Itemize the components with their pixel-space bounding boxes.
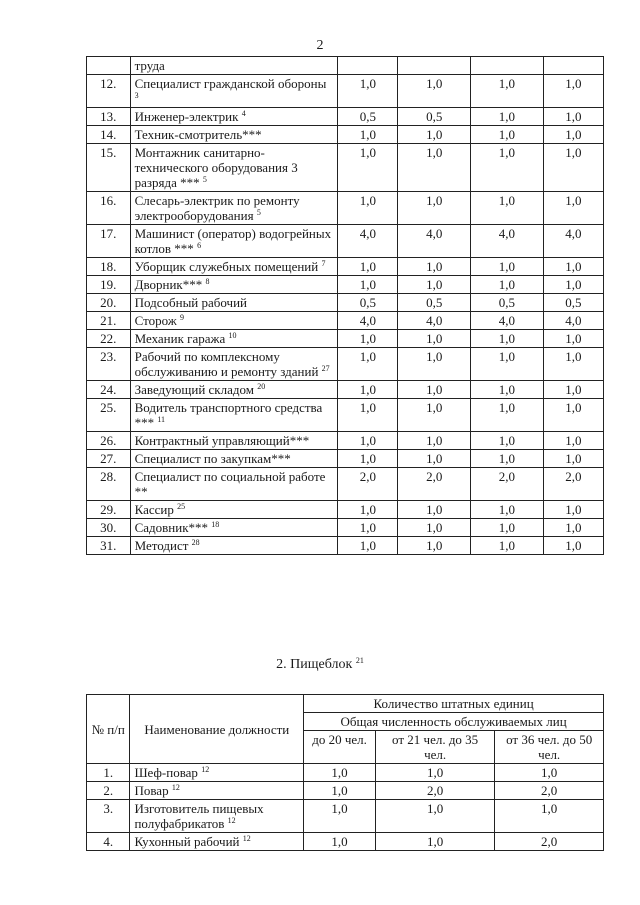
- unit-value: 0,5: [398, 294, 471, 312]
- position-name: [130, 782, 304, 800]
- unit-value: 1,0: [471, 399, 544, 432]
- unit-value: 1,0: [543, 276, 603, 294]
- row-num: 24.: [87, 381, 131, 399]
- position-name: [130, 294, 338, 312]
- unit-value: 2,0: [398, 468, 471, 501]
- page-number: 2: [316, 38, 324, 53]
- unit-value: 1,0: [338, 432, 398, 450]
- row-num: 2.: [87, 782, 130, 800]
- unit-value: 1,0: [398, 519, 471, 537]
- unit-value: 1,0: [495, 800, 604, 833]
- unit-value: 4,0: [471, 225, 544, 258]
- unit-value: 1,0: [471, 75, 544, 108]
- position-name: [130, 381, 338, 399]
- staff-table-general: [86, 56, 604, 555]
- unit-value: 1,0: [338, 348, 398, 381]
- section-title-text: 2. Пищеблок: [276, 657, 353, 672]
- position-name: [130, 144, 338, 192]
- unit-value: [543, 57, 603, 75]
- row-num: 14.: [87, 126, 131, 144]
- position-name-text: Шеф-повар: [134, 765, 198, 780]
- unit-value: 1,0: [471, 501, 544, 519]
- position-name: [130, 108, 338, 126]
- position-name: [130, 519, 338, 537]
- unit-value: 2,0: [495, 782, 604, 800]
- unit-value: 1,0: [543, 399, 603, 432]
- unit-value: 1,0: [398, 276, 471, 294]
- unit-value: 1,0: [398, 75, 471, 108]
- unit-value: 1,0: [543, 519, 603, 537]
- unit-value: 1,0: [398, 258, 471, 276]
- position-name: [130, 57, 338, 75]
- unit-value: 1,0: [471, 450, 544, 468]
- footnote-ref: 12: [242, 834, 251, 843]
- footnote-ref: 10: [228, 331, 237, 340]
- position-name: [130, 312, 338, 330]
- unit-value: 1,0: [338, 75, 398, 108]
- row-num: 20.: [87, 294, 131, 312]
- staff-table-kitchen: [86, 694, 604, 851]
- footnote-ref: 9: [180, 313, 185, 322]
- section-title: [0, 657, 640, 672]
- row-num: 30.: [87, 519, 131, 537]
- unit-value: 1,0: [471, 432, 544, 450]
- unit-value: 1,0: [338, 450, 398, 468]
- unit-value: 1,0: [471, 126, 544, 144]
- position-name: [130, 800, 304, 833]
- table-row: [87, 800, 604, 833]
- unit-value: 1,0: [398, 348, 471, 381]
- unit-value: 1,0: [495, 764, 604, 782]
- header-num: № п/п: [87, 695, 130, 764]
- row-num: 18.: [87, 258, 131, 276]
- unit-value: 1,0: [338, 276, 398, 294]
- table-row: [87, 294, 604, 312]
- unit-value: 1,0: [398, 144, 471, 192]
- unit-value: 2,0: [495, 833, 604, 851]
- row-num: 22.: [87, 330, 131, 348]
- unit-value: [338, 57, 398, 75]
- position-name: [130, 348, 338, 381]
- position-name: [130, 225, 338, 258]
- unit-value: 1,0: [398, 330, 471, 348]
- position-name-text: Кассир: [134, 502, 174, 517]
- position-name-text: Слесарь-электрик по ремонту электрооборудования: [134, 193, 300, 223]
- position-name-text: Заведующий складом: [134, 382, 254, 397]
- position-name-text: Техник-смотритель***: [134, 127, 262, 142]
- header-col-1: до 20 чел.: [304, 731, 376, 764]
- position-name: [130, 450, 338, 468]
- footnote-ref: 20: [257, 382, 266, 391]
- unit-value: 1,0: [338, 537, 398, 555]
- unit-value: 1,0: [543, 501, 603, 519]
- unit-value: 1,0: [543, 348, 603, 381]
- unit-value: 1,0: [338, 126, 398, 144]
- footnote-ref: 12: [227, 816, 236, 825]
- unit-value: 0,5: [338, 108, 398, 126]
- table-row: [87, 144, 604, 192]
- table-row: [87, 468, 604, 501]
- unit-value: 0,5: [338, 294, 398, 312]
- row-num: 19.: [87, 276, 131, 294]
- table-row: [87, 75, 604, 108]
- footnote-ref: 18: [211, 520, 220, 529]
- unit-value: 1,0: [543, 144, 603, 192]
- unit-value: 1,0: [338, 519, 398, 537]
- footnote-ref: 3: [134, 91, 139, 100]
- table-row: [87, 782, 604, 800]
- table-row: [87, 258, 604, 276]
- table-row: [87, 276, 604, 294]
- unit-value: 1,0: [398, 192, 471, 225]
- unit-value: 1,0: [471, 519, 544, 537]
- table-row: [87, 764, 604, 782]
- position-name: [130, 126, 338, 144]
- position-name-text: Кухонный рабочий: [134, 834, 240, 849]
- row-num: [87, 57, 131, 75]
- unit-value: 1,0: [304, 782, 376, 800]
- position-name: [130, 468, 338, 501]
- unit-value: 1,0: [338, 258, 398, 276]
- position-name: [130, 276, 338, 294]
- table-row: [87, 519, 604, 537]
- position-name: [130, 258, 338, 276]
- unit-value: 4,0: [543, 312, 603, 330]
- unit-value: 1,0: [471, 276, 544, 294]
- position-name: [130, 833, 304, 851]
- row-num: 1.: [87, 764, 130, 782]
- footnote-ref: 5: [256, 208, 261, 217]
- unit-value: 2,0: [375, 782, 494, 800]
- position-name: [130, 75, 338, 108]
- position-name: [130, 501, 338, 519]
- unit-value: 1,0: [375, 764, 494, 782]
- unit-value: 4,0: [398, 312, 471, 330]
- unit-value: 1,0: [375, 800, 494, 833]
- unit-value: 2,0: [543, 468, 603, 501]
- unit-value: 1,0: [304, 833, 376, 851]
- table-row: [87, 399, 604, 432]
- table-row: [87, 537, 604, 555]
- position-name-text: Уборщик служебных помещений: [134, 259, 319, 274]
- unit-value: 2,0: [338, 468, 398, 501]
- unit-value: 1,0: [375, 833, 494, 851]
- unit-value: 1,0: [471, 144, 544, 192]
- position-name-text: Машинист (оператор) водогрейных котлов ***: [134, 226, 332, 256]
- unit-value: 2,0: [471, 468, 544, 501]
- table-header-row: [87, 695, 604, 713]
- header-col-3: от 36 чел. до 50 чел.: [495, 731, 604, 764]
- footnote-ref: 4: [241, 109, 246, 118]
- position-name: [130, 330, 338, 348]
- row-num: 31.: [87, 537, 131, 555]
- unit-value: 1,0: [398, 537, 471, 555]
- unit-value: 1,0: [338, 501, 398, 519]
- unit-value: 1,0: [543, 192, 603, 225]
- unit-value: 1,0: [471, 348, 544, 381]
- row-num: 17.: [87, 225, 131, 258]
- unit-value: 1,0: [543, 126, 603, 144]
- footnote-ref: 11: [157, 415, 166, 424]
- table-row: [87, 450, 604, 468]
- unit-value: 1,0: [543, 108, 603, 126]
- unit-value: 1,0: [398, 432, 471, 450]
- unit-value: 1,0: [304, 800, 376, 833]
- unit-value: 1,0: [471, 258, 544, 276]
- position-name-text: Инженер-электрик: [134, 109, 239, 124]
- footnote-ref: 25: [177, 502, 186, 511]
- table-row: [87, 381, 604, 399]
- table-row: [87, 57, 604, 75]
- row-num: 29.: [87, 501, 131, 519]
- row-num: 27.: [87, 450, 131, 468]
- position-name-text: Дворник***: [134, 277, 203, 292]
- unit-value: 1,0: [338, 192, 398, 225]
- footnote-ref: 5: [202, 175, 207, 184]
- table-row: [87, 108, 604, 126]
- unit-value: 1,0: [304, 764, 376, 782]
- row-num: 15.: [87, 144, 131, 192]
- unit-value: 1,0: [471, 192, 544, 225]
- unit-value: 1,0: [543, 258, 603, 276]
- row-num: 26.: [87, 432, 131, 450]
- footnote-ref: 6: [197, 241, 202, 250]
- row-num: 21.: [87, 312, 131, 330]
- unit-value: 1,0: [543, 330, 603, 348]
- position-name-text: Садовник***: [134, 520, 209, 535]
- table-row: [87, 126, 604, 144]
- unit-value: 1,0: [338, 144, 398, 192]
- table-row: [87, 330, 604, 348]
- position-name-text: Повар: [134, 783, 169, 798]
- unit-value: 1,0: [398, 450, 471, 468]
- unit-value: 0,5: [471, 294, 544, 312]
- table-row: [87, 348, 604, 381]
- position-name-text: труда: [134, 58, 165, 73]
- unit-value: 1,0: [471, 330, 544, 348]
- position-name-text: Подсобный рабочий: [134, 295, 248, 310]
- unit-value: 1,0: [338, 399, 398, 432]
- row-num: 3.: [87, 800, 130, 833]
- unit-value: 1,0: [398, 381, 471, 399]
- position-name-text: Монтажник санитарно-технического оборудования 3 разряда ***: [134, 145, 298, 190]
- footnote-ref: 7: [321, 259, 326, 268]
- position-name-text: Специалист гражданской обороны: [134, 76, 327, 91]
- header-unit-count: Количество штатных единиц: [304, 695, 604, 713]
- unit-value: 0,5: [398, 108, 471, 126]
- position-name-text: Водитель транспортного средства ***: [134, 400, 323, 430]
- table-row: [87, 312, 604, 330]
- unit-value: 1,0: [543, 381, 603, 399]
- unit-value: 1,0: [471, 108, 544, 126]
- position-name-text: Специалист по закупкам***: [134, 451, 291, 466]
- position-name-text: Сторож: [134, 313, 177, 328]
- unit-value: 1,0: [471, 381, 544, 399]
- unit-value: 4,0: [471, 312, 544, 330]
- table-row: [87, 192, 604, 225]
- unit-value: 4,0: [338, 312, 398, 330]
- unit-value: 1,0: [338, 330, 398, 348]
- unit-value: 4,0: [543, 225, 603, 258]
- unit-value: [471, 57, 544, 75]
- row-num: 23.: [87, 348, 131, 381]
- footnote-ref: 27: [321, 364, 330, 373]
- position-name: [130, 192, 338, 225]
- row-num: 25.: [87, 399, 131, 432]
- footnote-ref: 12: [171, 783, 180, 792]
- table-row: [87, 501, 604, 519]
- table-row: [87, 833, 604, 851]
- table-row: [87, 432, 604, 450]
- unit-value: 1,0: [398, 126, 471, 144]
- position-name: [130, 764, 304, 782]
- unit-value: 1,0: [543, 432, 603, 450]
- unit-value: 1,0: [543, 75, 603, 108]
- unit-value: 0,5: [543, 294, 603, 312]
- position-name-text: Специалист по социальной работе **: [134, 469, 326, 499]
- position-name: [130, 399, 338, 432]
- footnote-ref: 28: [191, 538, 200, 547]
- row-num: 16.: [87, 192, 131, 225]
- position-name-text: Рабочий по комплексному обслуживанию и ремонту зданий: [134, 349, 319, 379]
- unit-value: [398, 57, 471, 75]
- table-row: [87, 225, 604, 258]
- unit-value: 4,0: [398, 225, 471, 258]
- unit-value: 1,0: [543, 450, 603, 468]
- unit-value: 1,0: [338, 381, 398, 399]
- row-num: 12.: [87, 75, 131, 108]
- footnote-ref: 12: [201, 765, 210, 774]
- position-name-text: Изготовитель пищевых полуфабрикатов: [134, 801, 264, 831]
- header-position: Наименование должности: [130, 695, 304, 764]
- position-name-text: Методист: [134, 538, 189, 553]
- row-num: 13.: [87, 108, 131, 126]
- row-num: 4.: [87, 833, 130, 851]
- unit-value: 1,0: [398, 399, 471, 432]
- position-name-text: Механик гаража: [134, 331, 226, 346]
- header-served-total: Общая численность обслуживаемых лиц: [304, 713, 604, 731]
- position-name: [130, 432, 338, 450]
- position-name: [130, 537, 338, 555]
- footnote-ref: 8: [205, 277, 210, 286]
- unit-value: 4,0: [338, 225, 398, 258]
- row-num: 28.: [87, 468, 131, 501]
- section-title-footnote: 21: [355, 656, 364, 665]
- header-col-2: от 21 чел. до 35 чел.: [375, 731, 494, 764]
- unit-value: 1,0: [471, 537, 544, 555]
- unit-value: 1,0: [543, 537, 603, 555]
- unit-value: 1,0: [398, 501, 471, 519]
- position-name-text: Контрактный управляющий***: [134, 433, 310, 448]
